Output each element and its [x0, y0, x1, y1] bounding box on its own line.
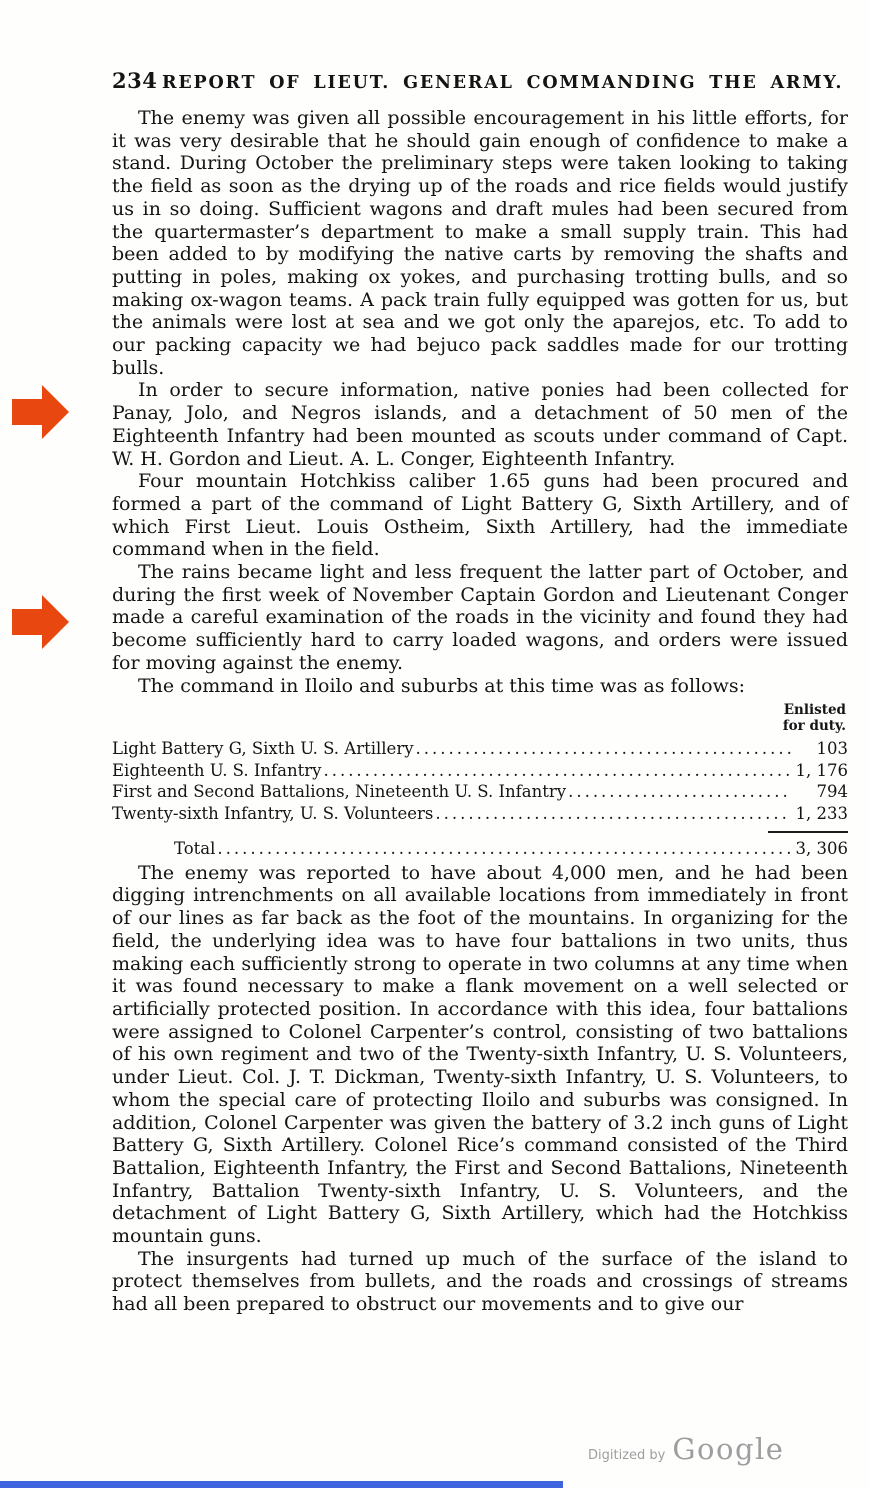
- dot-leader: [435, 803, 791, 825]
- unit-label: Twenty-sixth Infantry, U. S. Volunteers: [112, 803, 434, 823]
- unit-label: First and Second Battalions, Nineteenth U. S. Infantry: [112, 782, 567, 802]
- body-paragraph: The enemy was reported to have about 4,000 men, and he had been digging intrenchments on all available locations from immediately in front of our lines as far back as the foot of the mountains. In organizing for the field, the underlying idea was to have four battalions in two units, thus making each sufficiently strong to operate in two columns at any time when it was found necessary to make a flank movement on a well selected or artificially protected position. In accordance with this idea, four battalions were assigned to Colonel Carpenter’s control, consisting of two battalions of his own regiment and two of the Twenty-sixth Infantry, U. S. Volunteers, under Lieut. Col. J. T. Dickman, Twenty-sixth Infantry, U. S. Volunteers, to whom the special care of protecting Iloilo and suburbs was consigned. In addition, Colonel Carpenter was given the battery of 3.2 inch guns of Light Battery G, Sixth Artillery. Colonel Rice’s command consisted of the Third Battalion, Eighteenth Infantry, the First and Second Battalions, Nineteenth Infantry, Battalion Twenty-sixth Infantry, U. S. Volunteers, and the detachment of Light Battery G, Sixth Artillery, which had the Hotchkiss mountain guns.: [112, 861, 848, 1248]
- body-paragraph: In order to secure information, native ponies had been collected for Panay, Jolo, and Negros islands, and a detachment of 50 men of the Eighteenth Infantry had been mounted as scouts under command of Capt. W. H. Gordon and Lieut. A. L. Conger, Eighteenth Infantry.: [112, 379, 848, 470]
- enlisted-count: 1, 233: [795, 803, 848, 823]
- page-number: 234: [112, 68, 158, 93]
- arrow-head: [42, 385, 69, 439]
- table-row: [112, 803, 848, 825]
- unit-label: Light Battery G, Sixth U. S. Artillery: [112, 739, 414, 759]
- enlisted-count: 103: [816, 739, 848, 759]
- running-header-title: REPORT OF LIEUT. GENERAL COMMANDING THE ARMY.: [162, 73, 844, 93]
- unit-label: Eighteenth U. S. Infantry: [112, 760, 322, 780]
- running-header: [112, 68, 848, 93]
- body-paragraph: The insurgents had turned up much of the surface of the island to protect themselves from bullets, and the roads and crossings of streams had all been prepared to obstruct our movements and to give our: [112, 1247, 848, 1316]
- total-rule: [768, 831, 848, 833]
- bottom-blue-bar: [0, 1481, 563, 1488]
- dot-leader: [568, 781, 791, 803]
- body-paragraph: Four mountain Hotchkiss caliber 1.65 guns had been procured and formed a part of the command of Light Battery G, Sixth Artillery, and of which First Lieut. Louis Ostheim, Sixth Artillery, had the immediate command when in the field.: [112, 470, 848, 561]
- body-paragraph: The command in Iloilo and suburbs at this time was as follows:: [138, 674, 745, 697]
- body-paragraph: The rains became light and less frequent the latter part of October, and during the first week of November Captain Gordon and Lieutenant Conger made a careful examination of the roads in the vicinity and found they had become sufficiently hard to carry loaded wagons, and orders were issued for moving against the enemy.: [112, 561, 848, 674]
- dot-leader: [323, 760, 791, 782]
- digitized-by-watermark: [588, 1432, 784, 1466]
- digitized-by-text: Digitized by: [588, 1448, 666, 1463]
- dot-leader: [217, 838, 791, 860]
- column-header-line: Enlisted: [783, 702, 846, 719]
- arrow-head: [42, 595, 69, 649]
- body-paragraph: The enemy was given all possible encouragement in his little efforts, for it was very desirable that he should gain enough of confidence to make a stand. During October the preliminary steps were taken looking to taking the field as soon as the drying up of the roads and rice fields would justify us in so doing. Sufficient wagons and draft mules had been secured from the quartermaster’s department to make a small supply train. This had been added to by modifying the native carts by removing the shafts and putting in poles, making ox yokes, and purchasing trotting bulls, and so making ox-wagon teams. A pack train fully equipped was gotten for us, but the animals were lost at sea and we got only the aparejos, etc. To add to our packing capacity we had bejuco pack saddles made for our trotting bulls.: [112, 107, 848, 379]
- enlisted-strength-table: [112, 703, 848, 860]
- dot-leader: [416, 738, 791, 760]
- table-row: [112, 760, 848, 782]
- arrow-shaft: [12, 399, 42, 425]
- body-text: [112, 107, 848, 1316]
- column-header-line: for duty.: [782, 717, 846, 734]
- google-logo: Google: [672, 1432, 785, 1466]
- right-arrow-icon: [12, 385, 69, 439]
- table-row: [112, 738, 848, 760]
- table-column-header: [112, 703, 846, 734]
- enlisted-count: 794: [816, 782, 848, 802]
- total-label: Total: [174, 839, 216, 859]
- arrow-shaft: [12, 609, 42, 635]
- table-total-row: [112, 838, 848, 860]
- right-arrow-icon: [12, 595, 69, 649]
- enlisted-count: 1, 176: [795, 760, 848, 780]
- table-row: [112, 781, 848, 803]
- total-count: 3, 306: [795, 839, 848, 859]
